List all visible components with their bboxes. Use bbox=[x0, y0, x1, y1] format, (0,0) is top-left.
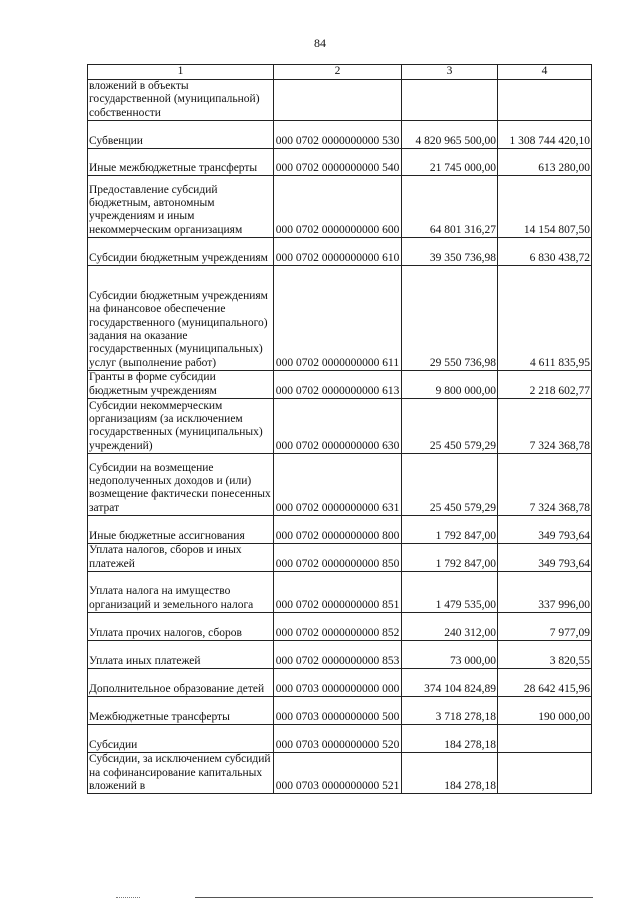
row-name: Гранты в форме субсидии бюджетным учреждениям bbox=[88, 371, 274, 399]
table-row bbox=[88, 697, 592, 725]
table-row bbox=[88, 238, 592, 266]
row-value-col4: 7 324 368,78 bbox=[498, 399, 592, 454]
row-value-col3: 374 104 824,89 bbox=[402, 669, 498, 697]
table-body bbox=[88, 80, 592, 794]
row-value-col4 bbox=[498, 753, 592, 794]
row-value-col3: 9 800 000,00 bbox=[402, 371, 498, 399]
table-row bbox=[88, 80, 592, 121]
table-row bbox=[88, 149, 592, 176]
row-value-col3: 73 000,00 bbox=[402, 641, 498, 669]
row-value-col4: 6 830 438,72 bbox=[498, 238, 592, 266]
column-header-1: 1 bbox=[88, 65, 274, 80]
row-name: Иные межбюджетные трансферты bbox=[88, 149, 274, 176]
table-row bbox=[88, 725, 592, 753]
row-name: Субсидии на возмещение недополученных доходов и (или) возмещение фактически понесенных затрат bbox=[88, 454, 274, 516]
row-value-col4: 4 611 835,95 bbox=[498, 266, 592, 371]
row-value-col4: 3 820,55 bbox=[498, 641, 592, 669]
row-code bbox=[274, 80, 402, 121]
row-code: 000 0702 0000000000 613 bbox=[274, 371, 402, 399]
column-header-4: 4 bbox=[498, 65, 592, 80]
footer-mark bbox=[116, 897, 140, 898]
row-name: Субсидии некоммерческим организациям (за исключением государственных (муниципальных) учреждений) bbox=[88, 399, 274, 454]
row-code: 000 0702 0000000000 530 bbox=[274, 121, 402, 149]
table-row bbox=[88, 669, 592, 697]
row-value-col3: 184 278,18 bbox=[402, 753, 498, 794]
row-value-col4: 28 642 415,96 bbox=[498, 669, 592, 697]
row-value-col3: 25 450 579,29 bbox=[402, 454, 498, 516]
table-row bbox=[88, 572, 592, 613]
table-row bbox=[88, 121, 592, 149]
column-header-3: 3 bbox=[402, 65, 498, 80]
row-value-col4: 7 324 368,78 bbox=[498, 454, 592, 516]
row-value-col3: 240 312,00 bbox=[402, 613, 498, 641]
row-code: 000 0703 0000000000 521 bbox=[274, 753, 402, 794]
row-name: Дополнительное образование детей bbox=[88, 669, 274, 697]
row-value-col3: 29 550 736,98 bbox=[402, 266, 498, 371]
row-value-col4 bbox=[498, 80, 592, 121]
row-value-col3: 25 450 579,29 bbox=[402, 399, 498, 454]
row-value-col3: 39 350 736,98 bbox=[402, 238, 498, 266]
row-value-col3: 4 820 965 500,00 bbox=[402, 121, 498, 149]
table-row bbox=[88, 641, 592, 669]
row-value-col4: 2 218 602,77 bbox=[498, 371, 592, 399]
row-value-col4: 337 996,00 bbox=[498, 572, 592, 613]
row-name: Субсидии, за исключением субсидий на софинансирование капитальных вложений в bbox=[88, 753, 274, 794]
row-name: Уплата прочих налогов, сборов bbox=[88, 613, 274, 641]
table-row bbox=[88, 266, 592, 371]
row-code: 000 0702 0000000000 631 bbox=[274, 454, 402, 516]
row-code: 000 0702 0000000000 800 bbox=[274, 516, 402, 544]
row-code: 000 0702 0000000000 853 bbox=[274, 641, 402, 669]
column-header-2: 2 bbox=[274, 65, 402, 80]
row-code: 000 0702 0000000000 610 bbox=[274, 238, 402, 266]
row-value-col4: 7 977,09 bbox=[498, 613, 592, 641]
table-row bbox=[88, 613, 592, 641]
row-code: 000 0702 0000000000 850 bbox=[274, 544, 402, 572]
row-name: вложений в объекты государственной (муниципальной) собственности bbox=[88, 80, 274, 121]
row-name: Уплата налогов, сборов и иных платежей bbox=[88, 544, 274, 572]
budget-table bbox=[87, 64, 592, 794]
row-value-col4: 613 280,00 bbox=[498, 149, 592, 176]
row-name: Иные бюджетные ассигнования bbox=[88, 516, 274, 544]
row-code: 000 0703 0000000000 500 bbox=[274, 697, 402, 725]
row-value-col4: 190 000,00 bbox=[498, 697, 592, 725]
table-row bbox=[88, 544, 592, 572]
table-header-row bbox=[88, 65, 592, 80]
row-code: 000 0702 0000000000 600 bbox=[274, 176, 402, 238]
row-code: 000 0702 0000000000 630 bbox=[274, 399, 402, 454]
row-value-col4: 1 308 744 420,10 bbox=[498, 121, 592, 149]
row-value-col3: 184 278,18 bbox=[402, 725, 498, 753]
row-value-col3: 1 479 535,00 bbox=[402, 572, 498, 613]
row-name: Субсидии бюджетным учреждениям bbox=[88, 238, 274, 266]
row-name: Предоставление субсидий бюджетным, автономным учреждениям и иным некоммерческим организациям bbox=[88, 176, 274, 238]
row-code: 000 0702 0000000000 851 bbox=[274, 572, 402, 613]
row-value-col3: 1 792 847,00 bbox=[402, 544, 498, 572]
footer-rule bbox=[195, 897, 593, 898]
table-row bbox=[88, 753, 592, 794]
row-value-col3: 21 745 000,00 bbox=[402, 149, 498, 176]
row-value-col4: 349 793,64 bbox=[498, 544, 592, 572]
row-name: Уплата иных платежей bbox=[88, 641, 274, 669]
table-row bbox=[88, 454, 592, 516]
row-code: 000 0702 0000000000 611 bbox=[274, 266, 402, 371]
table-row bbox=[88, 176, 592, 238]
row-code: 000 0702 0000000000 540 bbox=[274, 149, 402, 176]
table-row bbox=[88, 516, 592, 544]
row-value-col4 bbox=[498, 725, 592, 753]
row-name: Субсидии bbox=[88, 725, 274, 753]
row-name: Уплата налога на имущество организаций и земельного налога bbox=[88, 572, 274, 613]
row-name: Межбюджетные трансферты bbox=[88, 697, 274, 725]
row-name: Субсидии бюджетным учреждениям на финансовое обеспечение государственного (муниципального) задания на оказание государственных (муниципальных) услуг (выполнение работ) bbox=[88, 266, 274, 371]
page-number: 84 bbox=[314, 36, 326, 50]
row-value-col3: 1 792 847,00 bbox=[402, 516, 498, 544]
row-code: 000 0703 0000000000 000 bbox=[274, 669, 402, 697]
row-value-col4: 14 154 807,50 bbox=[498, 176, 592, 238]
row-value-col4: 349 793,64 bbox=[498, 516, 592, 544]
row-code: 000 0702 0000000000 852 bbox=[274, 613, 402, 641]
table-row bbox=[88, 399, 592, 454]
row-value-col3: 64 801 316,27 bbox=[402, 176, 498, 238]
row-code: 000 0703 0000000000 520 bbox=[274, 725, 402, 753]
row-value-col3 bbox=[402, 80, 498, 121]
table-row bbox=[88, 371, 592, 399]
row-name: Субвенции bbox=[88, 121, 274, 149]
row-value-col3: 3 718 278,18 bbox=[402, 697, 498, 725]
